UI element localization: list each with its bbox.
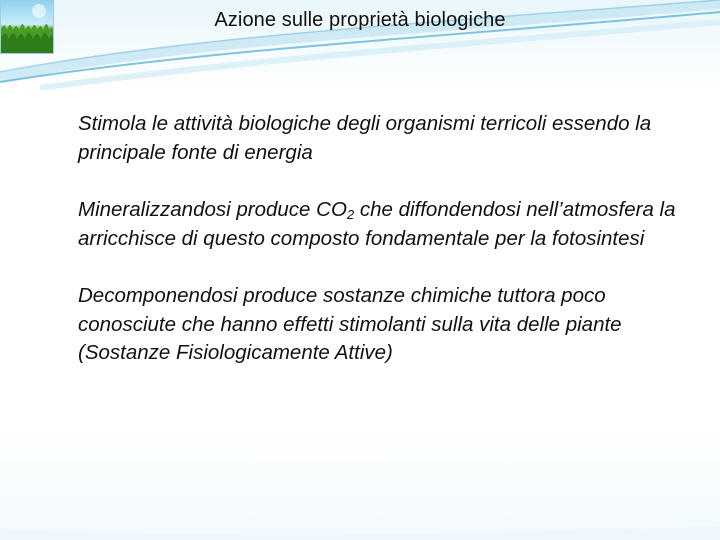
bullet-paragraph-substances: Decomponendosi produce sostanze chimiche tuttora poco conosciute che hanno effetti stimolanti sulla vita delle piante (Sostanze Fisiologicamente Attive) — [78, 284, 622, 364]
bullet-paragraph-energy: Stimola le attività biologiche degli organismi terricoli essendo la principale fonte di energia — [78, 112, 652, 164]
bullet-paragraph-co2 — [78, 196, 678, 253]
co2-subscript: 2 — [346, 207, 355, 222]
slide-content — [78, 110, 678, 397]
co2-text-after: che diffondendosi nell’atmosfera la arricchisce di questo composto fondamentale per la fotosintesi — [78, 198, 676, 250]
footer-decoration — [0, 500, 720, 540]
co2-text-before: Mineralizzandosi produce CO — [78, 198, 347, 221]
slide-title: Azione sulle proprietà biologiche — [214, 9, 506, 31]
